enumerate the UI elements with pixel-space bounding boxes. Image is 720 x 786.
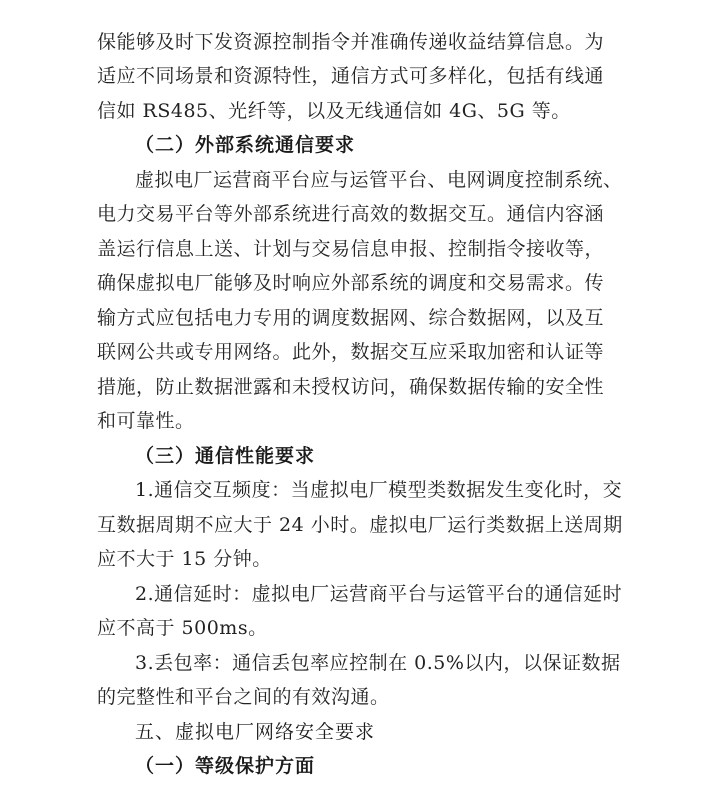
- list-item-line: 1.通信交互频度：当虚拟电厂模型类数据发生变化时，交: [135, 479, 623, 501]
- section-heading-external: （二）外部系统通信要求: [135, 134, 356, 156]
- paragraph-line: 信如 RS485、光纤等，以及无线通信如 4G、5G 等。: [97, 100, 571, 122]
- paragraph-line: 和可靠性。: [97, 410, 195, 432]
- list-item-line: 互数据周期不应大于 24 小时。虚拟电厂运行类数据上送周期: [97, 514, 623, 536]
- paragraph-line: 电力交易平台等外部系统进行高效的数据交互。通信内容涵: [97, 203, 605, 225]
- paragraph-line: 虚拟电厂运营商平台应与运管平台、电网调度控制系统、: [135, 169, 623, 191]
- list-item-line: 的完整性和平台之间的有效沟通。: [97, 686, 390, 708]
- paragraph-line: 适应不同场景和资源特性，通信方式可多样化，包括有线通: [97, 65, 605, 87]
- paragraph-line: 输方式应包括电力专用的调度数据网、综合数据网，以及互: [97, 307, 605, 329]
- list-item-line: 应不大于 15 分钟。: [97, 548, 272, 570]
- section-heading-performance: （三）通信性能要求: [135, 445, 316, 467]
- paragraph-line: 盖运行信息上送、计划与交易信息申报、控制指令接收等，: [97, 238, 605, 260]
- paragraph-line: 措施，防止数据泄露和未授权访问，确保数据传输的安全性: [97, 376, 605, 398]
- paragraph-line: 确保虚拟电厂能够及时响应外部系统的调度和交易需求。传: [97, 272, 605, 294]
- sub-heading-protection: （一）等级保护方面: [135, 755, 316, 777]
- paragraph-line: 联网公共或专用网络。此外，数据交互应采取加密和认证等: [97, 341, 605, 363]
- paragraph-line: 保能够及时下发资源控制指令并准确传递收益结算信息。为: [97, 31, 605, 53]
- list-item-line: 应不高于 500ms。: [97, 617, 268, 639]
- list-item-line: 2.通信延时：虚拟电厂运营商平台与运管平台的通信延时: [135, 583, 623, 605]
- section-heading-security: 五、虚拟电厂网络安全要求: [135, 721, 376, 743]
- list-item-line: 3.丢包率：通信丢包率应控制在 0.5%以内，以保证数据: [135, 652, 621, 674]
